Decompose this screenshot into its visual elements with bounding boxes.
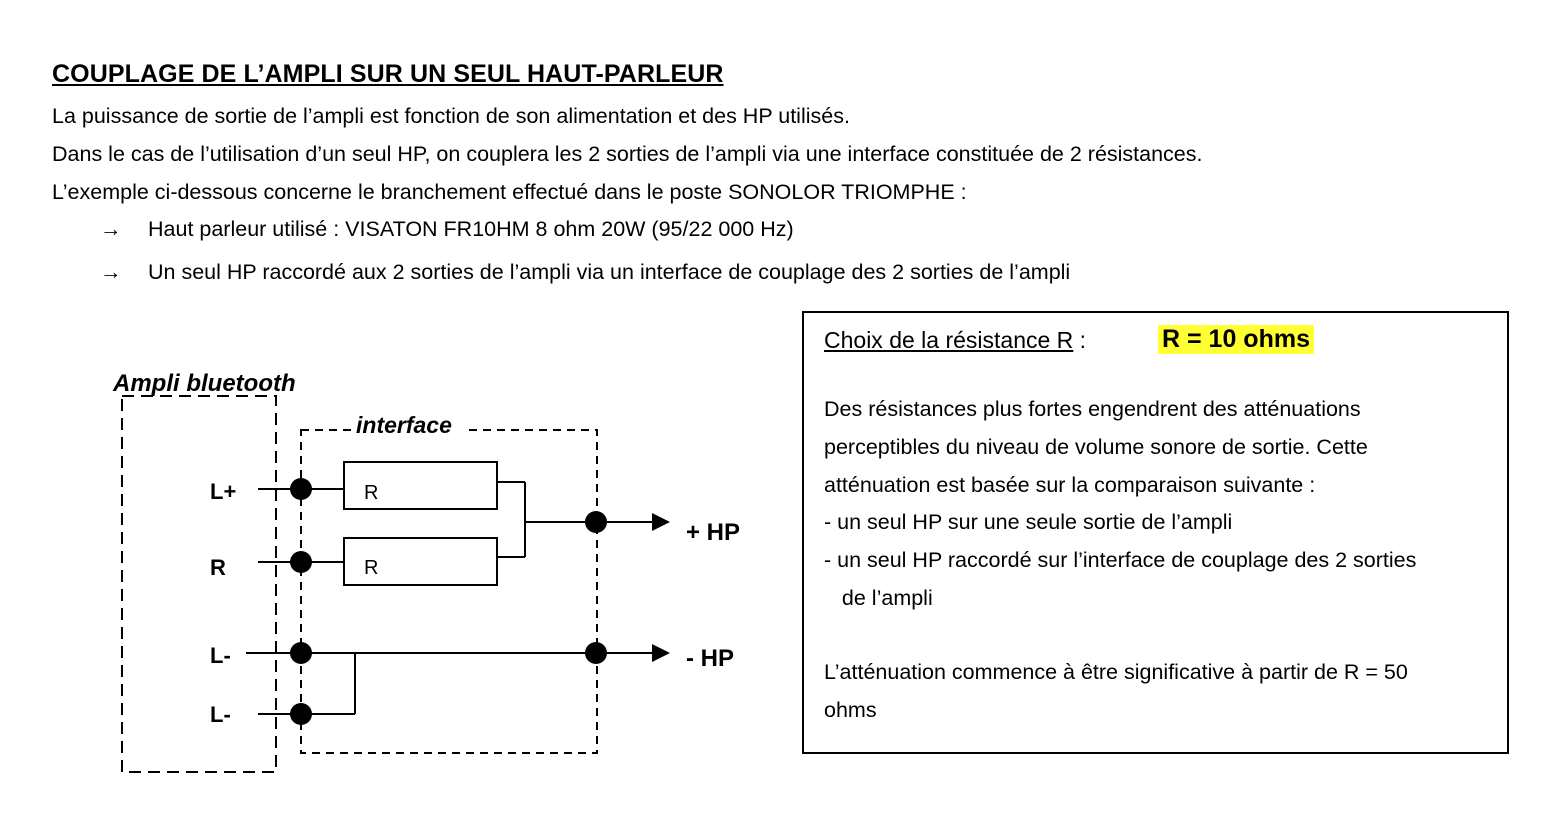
ampli-label: Ampli bluetooth [113, 370, 296, 397]
terminal-label-lplus: L+ [210, 479, 237, 504]
paragraph-3: L’exemple ci-dessous concerne le branchement effectué dans le poste SONOLOR TRIOMPHE : [52, 180, 967, 204]
bullet-text: Un seul HP raccordé aux 2 sorties de l’ampli via un interface de couplage des 2 sorties de l’ampli [148, 260, 1071, 284]
bullet-item [100, 217, 794, 242]
heading-colon: : [1073, 327, 1087, 353]
output-minus-hp: - HP [686, 645, 734, 672]
info-line: Des résistances plus fortes engendrent des atténuations [824, 397, 1361, 421]
info-line: perceptibles du niveau de volume sonore de sortie. Cette [824, 435, 1368, 459]
ampli-box [122, 396, 276, 772]
info-line: - un seul HP sur une seule sortie de l’ampli [824, 510, 1233, 534]
paragraph-2: Dans le cas de l’utilisation d’un seul HP, on couplera les 2 sorties de l’ampli via une interface constituée de 2 résistances. [52, 142, 1203, 166]
info-line: de l’ampli [824, 586, 933, 610]
info-heading [824, 325, 1310, 354]
terminal-label-r: R [210, 555, 226, 580]
output-plus-hp: + HP [686, 519, 741, 546]
terminal-label-lminus-1: L- [210, 643, 231, 668]
heading-label: Choix de la résistance R [824, 327, 1074, 353]
info-box [802, 311, 1509, 754]
interface-label: interface [356, 412, 452, 438]
highlight-value: R = 10 ohms [1158, 325, 1314, 354]
info-line: - un seul HP raccordé sur l’interface de couplage des 2 sorties [824, 548, 1417, 572]
junction-dot [290, 642, 312, 664]
arrow-plus-hp [652, 513, 670, 531]
junction-dot [585, 642, 607, 664]
arrow-minus-hp [652, 644, 670, 662]
junction-dot [290, 478, 312, 500]
paragraph-1: La puissance de sortie de l’ampli est fonction de son alimentation et des HP utilisés. [52, 104, 850, 128]
bullet-text: Haut parleur utilisé : VISATON FR10HM 8 ohm 20W (95/22 000 Hz) [148, 217, 794, 241]
info-line: atténuation est basée sur la comparaison suivante : [824, 473, 1316, 497]
terminal-label-lminus-2: L- [210, 702, 231, 727]
bullet-item [100, 260, 1070, 285]
resistor-label-1: R [364, 482, 379, 504]
junction-dot [290, 551, 312, 573]
circuit-diagram [0, 300, 780, 790]
page-title: COUPLAGE DE L’AMPLI SUR UN SEUL HAUT-PARLEUR [52, 60, 724, 88]
junction-dot [585, 511, 607, 533]
info-line: L’atténuation commence à être significative à partir de R = 50 [824, 660, 1408, 684]
info-line: ohms [824, 698, 877, 722]
arrow-icon: → [100, 217, 122, 241]
junction-dot [290, 703, 312, 725]
arrow-icon: → [100, 260, 122, 284]
resistor-label-2: R [364, 557, 379, 579]
